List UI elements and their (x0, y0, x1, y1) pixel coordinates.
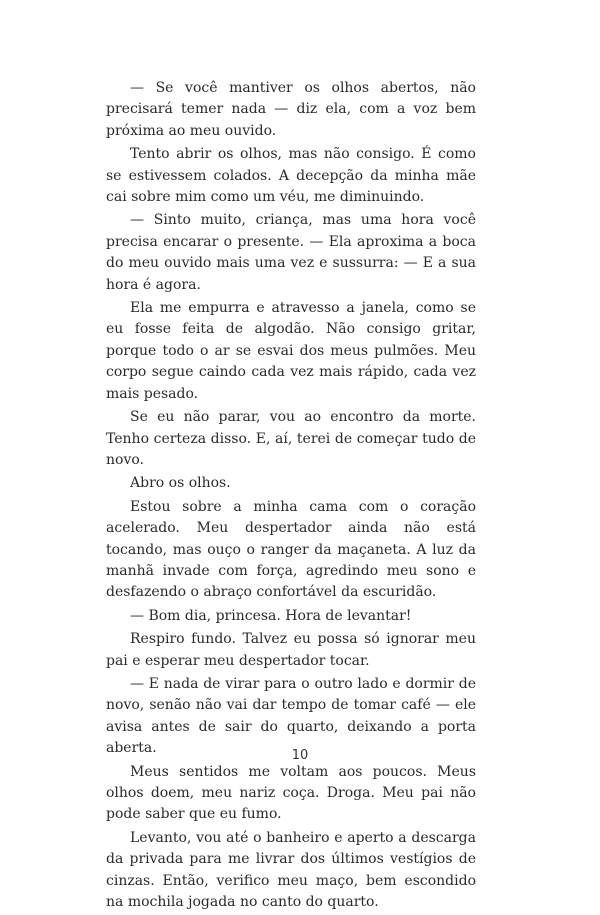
paragraph: Estou sobre a minha cama com o coração acelerado. Meu despertador ainda não está tocando, mas ouço o ranger da maçaneta. A luz da manhã invade com força, agredindo meu sono e desfazendo o abraço confortável da escuridão. (106, 498, 476, 601)
paragraph: Se eu não parar, vou ao encontro da morte. Tenho certeza disso. E, aí, terei de começar tudo de novo. (106, 409, 476, 468)
paragraph: Levanto, vou até o banheiro e aperto a descarga da privada para me livrar dos últimos vestígios de cinzas. Então, verifico meu maço, bem escondido na mochila jogada no canto do quarto. (106, 829, 476, 911)
paragraph: — Se você mantiver os olhos abertos, não precisará temer nada — diz ela, com a voz bem próxima ao meu ouvido. (106, 80, 476, 139)
paragraph: — E nada de virar para o outro lado e dormir de novo, senão não vai dar tempo de tomar café — ele avisa antes de sair do quarto, deixando a porta aberta. (106, 675, 476, 757)
paragraph: Abro os olhos. (130, 475, 231, 492)
paragraph: Meus sentidos me voltam aos poucos. Meus olhos doem, meu nariz coça. Droga. Meu pai não pode saber que eu fumo. (106, 763, 476, 823)
paragraph: Ela me empurra e atravesso a janela, como se eu fosse feita de algodão. Não consigo gritar, porque todo o ar se esvai dos meus pulmões. Meu corpo segue caindo cada vez mais rápido, cada vez mais pesado. (106, 300, 476, 402)
paragraph: Tento abrir os olhos, mas não consigo. É como se estivessem colados. A decepção da minha mãe cai sobre mim como um véu, me diminuindo. (106, 146, 476, 206)
paragraph: — Sinto muito, criança, mas uma hora você precisa encarar o presente. — Ela aproxima a boca do meu ouvido mais uma vez e sussurra: — E a sua hora é agora. (106, 212, 476, 293)
paragraph: Respiro fundo. Talvez eu possa só ignorar meu pai e esperar meu despertador tocar. (106, 631, 476, 669)
page-number: 10 (291, 748, 309, 763)
body-text (106, 78, 476, 915)
paragraph: — Bom dia, princesa. Hora de levantar! (130, 607, 412, 624)
